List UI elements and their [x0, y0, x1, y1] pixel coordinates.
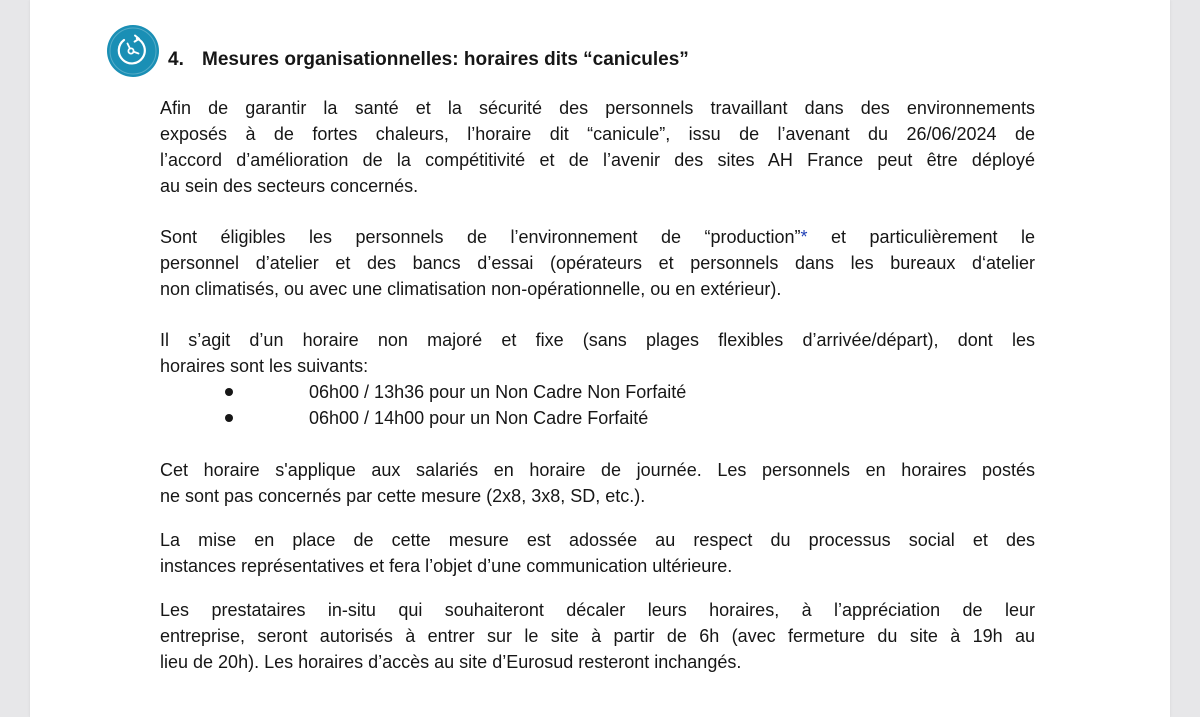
stopwatch-icon — [106, 24, 160, 78]
paragraph-line: l’accord d’amélioration de la compétitivité et de l’avenir des sites AH France peut être déployé — [160, 150, 1035, 170]
paragraph-contractors — [160, 597, 1035, 675]
footnote-asterisk: * — [800, 227, 808, 247]
paragraph-eligibility — [160, 224, 1035, 302]
paragraph-line: exposés à de fortes chaleurs, l’horaire dit “canicule”, issu de l’avenant du 26/06/2024 de — [160, 124, 1035, 144]
paragraph-line: Cet horaire s'applique aux salariés en horaire de journée. Les personnels en horaires postés — [160, 460, 1035, 480]
paragraph-line: non climatisés, ou avec une climatisation non-opérationnelle, ou en extérieur). — [160, 279, 782, 299]
paragraph-line: instances représentatives et fera l’objet d’une communication ultérieure. — [160, 556, 733, 576]
paragraph-line: Il s’agit d’un horaire non majoré et fixe (sans plages flexibles d’arrivée/départ), dont les — [160, 330, 1035, 350]
paragraph-line: au sein des secteurs concernés. — [160, 176, 419, 196]
paragraph-schedule — [160, 327, 1035, 379]
paragraph-social-process — [160, 527, 1035, 579]
text-segment: et particulièrement le — [807, 227, 1035, 247]
document-page — [30, 0, 1170, 717]
paragraph-line: La mise en place de cette mesure est adossée au respect du processus social et des — [160, 530, 1035, 550]
paragraph-line — [160, 224, 1035, 250]
paragraph-intro — [160, 95, 1035, 199]
bullet-icon — [225, 388, 233, 396]
paragraph-line: entreprise, seront autorisés à entrer sur le site à partir de 6h (avec fermeture du site à 19h au — [160, 626, 1035, 646]
list-item-text: 06h00 / 14h00 pour un Non Cadre Forfaité — [309, 408, 649, 428]
list-item — [225, 405, 648, 431]
section-title: Mesures organisationnelles: horaires dits “canicules” — [202, 49, 689, 70]
paragraph-line: horaires sont les suivants: — [160, 356, 369, 376]
text-segment: Sont éligibles les personnels de l’environnement de “production” — [160, 227, 801, 247]
paragraph-line: Les prestataires in-situ qui souhaiteront décaler leurs horaires, à l’appréciation de leur — [160, 600, 1035, 620]
paragraph-day-staff — [160, 457, 1035, 509]
paragraph-line: lieu de 20h). Les horaires d’accès au site d’Eurosud resteront inchangés. — [160, 652, 742, 672]
section-heading — [168, 49, 689, 71]
bullet-icon — [225, 414, 233, 422]
list-item — [225, 379, 686, 405]
section-number: 4. — [168, 49, 184, 70]
paragraph-line: Afin de garantir la santé et la sécurité des personnels travaillant dans des environnements — [160, 98, 1035, 118]
paragraph-line: ne sont pas concernés par cette mesure (2x8, 3x8, SD, etc.). — [160, 486, 646, 506]
paragraph-line: personnel d’atelier et des bancs d’essai (opérateurs et personnels dans les bureaux d‘atelier — [160, 253, 1035, 273]
list-item-text: 06h00 / 13h36 pour un Non Cadre Non Forfaité — [309, 382, 687, 402]
